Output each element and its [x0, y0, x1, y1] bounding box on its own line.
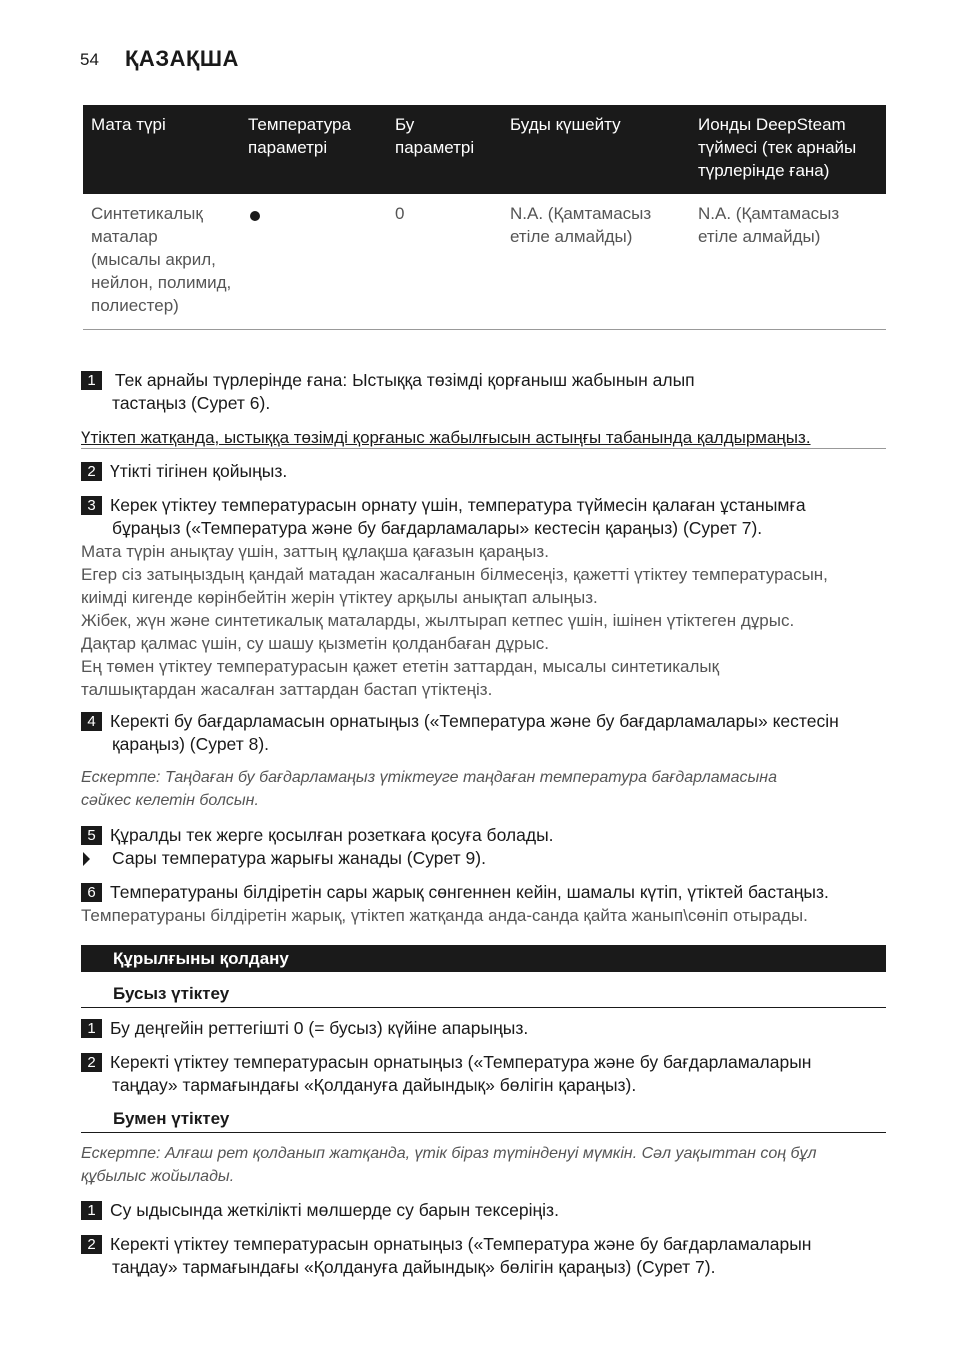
steam-step-2	[81, 1233, 886, 1279]
table-header-row	[83, 105, 886, 194]
step-number: 5	[81, 826, 102, 845]
divider	[81, 1007, 886, 1008]
step-number: 2	[81, 462, 102, 481]
section-heading	[81, 945, 886, 972]
step-3	[81, 494, 886, 540]
table-header-cell: Температура параметрі	[240, 105, 387, 194]
page-number: 54	[80, 50, 99, 69]
step-text: Бу деңгейін реттегішті 0 (= бусыз) күйіне апарыңыз.	[110, 1018, 529, 1038]
table-header-cell: Ионды DeepSteam түймесі (тек арнайы түрлерінде ғана)	[690, 105, 886, 194]
note-line: Ескертпе: Таңдаған бу бағдарламаңыз үтіктеуге таңдаған температура бағдарламасына	[81, 769, 777, 786]
step-text: Керекті үтіктеу температурасын орнатыңыз («Температура және бу бағдарламаларын	[110, 1234, 812, 1254]
table-header-cell: Буды күшейту	[502, 105, 690, 194]
step-number: 1	[81, 371, 102, 390]
table-cell-boost: N.A. (Қамтамасыз етіле алмайды)	[502, 194, 690, 330]
note-2	[81, 1142, 886, 1188]
step-3-notes	[81, 540, 886, 701]
step-text: қараңыз) (Сурет 8).	[112, 734, 270, 754]
step-text: Керек үтіктеу температурасын орнату үшін, температура түймесін қалаған ұстанымға	[110, 495, 806, 515]
note-line: Ескертпе: Алғаш рет қолданып жатқанда, үтік біраз түтінденуі мүмкін. Сәл уақыттан соң бұл	[81, 1145, 817, 1162]
settings-table	[83, 105, 886, 330]
step-text: тастаңыз (Сурет 6).	[112, 393, 271, 413]
step-6	[81, 881, 886, 904]
table-cell-temperature	[240, 194, 387, 330]
step-6-note: Температураны білдіретін жарық, үтіктеп жатқанда анда-санда қайта жанып\сөніп отырады.	[81, 906, 808, 925]
step-text: Құралды тек жерге қосылған розеткаға қосуға болады.	[110, 825, 554, 845]
table-cell-fabric: Синтетикалық маталар (мысалы акрил, нейлон, полимид, полиестер)	[83, 194, 240, 330]
step-1	[81, 369, 886, 415]
step-number: 4	[81, 712, 102, 731]
step-text: Үтікті тігінен қойыңыз.	[110, 461, 288, 481]
step-number: 2	[81, 1053, 102, 1072]
page-title: ҚАЗАҚША	[125, 46, 239, 71]
step-number: 2	[81, 1235, 102, 1254]
subsection-heading: Бусыз үтіктеу	[113, 984, 230, 1003]
table-header-cell: Бу параметрі	[387, 105, 502, 194]
step-5	[81, 824, 886, 870]
step-2	[81, 460, 886, 483]
note-line: Дақтар қалмас үшін, су шашу қызметін қолданбаған дұрыс.	[81, 634, 550, 653]
subsection-heading: Бумен үтіктеу	[113, 1109, 230, 1128]
divider	[81, 448, 886, 449]
step-number: 6	[81, 883, 102, 902]
dry-step-2	[81, 1051, 886, 1097]
steam-step-1	[81, 1199, 886, 1222]
step-text: таңдау» тармағындағы «Қолдануға дайындық» бөлігін қараңыз).	[112, 1075, 637, 1095]
note-1	[81, 766, 886, 812]
table-header-cell: Мата түрі	[83, 105, 240, 194]
temperature-dot-icon	[250, 211, 260, 221]
table-row	[83, 194, 886, 330]
step-number: 3	[81, 496, 102, 515]
table-cell-deepsteam: N.A. (Қамтамасыз етіле алмайды)	[690, 194, 886, 330]
table-cell-steam: 0	[387, 194, 502, 330]
step-number: 1	[81, 1201, 102, 1220]
step-text: Температураны білдіретін сары жарық сөнгеннен кейін, шамалы күтіп, үтіктей бастаңыз.	[110, 882, 829, 902]
section-title: Құрылғыны қолдану	[113, 949, 289, 968]
step-text: таңдау» тармағындағы «Қолдануға дайындық» бөлігін қараңыз) (Сурет 7).	[112, 1257, 716, 1277]
note-line: Ең төмен үтіктеу температурасын қажет ететін заттардан, мысалы синтетикалық	[81, 657, 720, 676]
step-text: Су ыдысында жеткілікті мөлшерде су барын тексеріңіз.	[110, 1200, 559, 1220]
note-line: Мата түрін анықтау үшін, заттың құлақша қағазын қараңыз.	[81, 542, 549, 561]
step-text: Керекті үтіктеу температурасын орнатыңыз («Температура және бу бағдарламаларын	[110, 1052, 812, 1072]
warning-text	[81, 426, 886, 449]
step-4	[81, 710, 886, 756]
step-text: Керекті бу бағдарламасын орнатыңыз («Температура және бу бағдарламалары» кестесін	[110, 711, 839, 731]
step-result: Сары температура жарығы жанады (Сурет 9).	[112, 848, 486, 868]
step-number: 1	[81, 1019, 102, 1038]
note-line: киімді кигенде көрінбейтін жерін үтіктеу арқылы анықтап алыңыз.	[81, 588, 598, 607]
note-line: талшықтардан жасалған заттардан бастап үтіктеңіз.	[81, 680, 493, 699]
note-line: Егер сіз затыңыздың қандай матадан жасалғанын білмесеңіз, қажетті үтіктеу температурасын,	[81, 565, 828, 584]
note-line: сәйкес келетін болсын.	[81, 792, 259, 809]
warning-line: Үтіктеп жатқанда, ыстыққа төзімді қорғаныс жабылғысын астыңғы табанында қалдырмаңыз.	[81, 428, 811, 447]
note-line: Жібек, жүн және синтетикалық маталарды, жылтырап кетпес үшін, ішінен үтіктеген дұрыс.	[81, 611, 795, 630]
dry-step-1	[81, 1017, 886, 1040]
note-line: құбылыс жойылады.	[81, 1168, 235, 1185]
result-arrow-icon	[83, 852, 90, 866]
divider	[81, 1132, 886, 1133]
step-text: бұраңыз («Температура және бу бағдарламалары» кестесін қараңыз) (Сурет 7).	[112, 518, 763, 538]
step-text: Тек арнайы түрлерінде ғана: Ыстыққа төзімді қорғаныш жабынын алып	[110, 370, 695, 390]
